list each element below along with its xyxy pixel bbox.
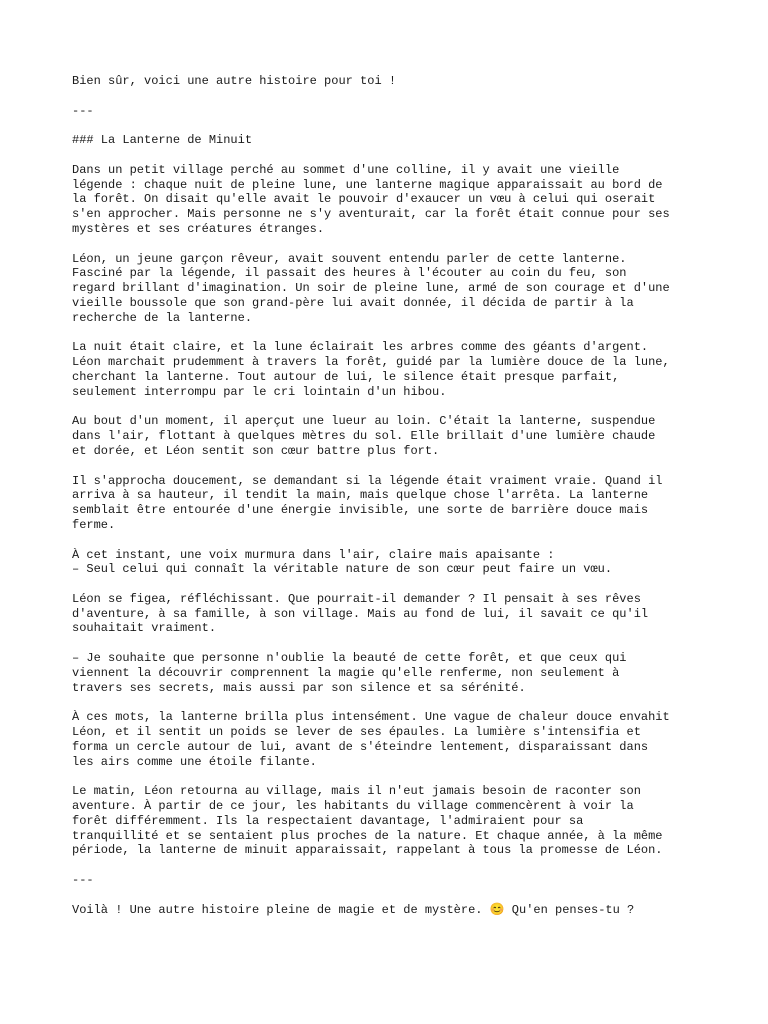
- text-line: dans l'air, flottant à quelques mètres du sol. Elle brillait d'une lumière chaude: [72, 429, 656, 444]
- paragraph: [72, 903, 712, 918]
- text-line: Au bout d'un moment, il aperçut une lueur au loin. C'était la lanterne, suspendue: [72, 414, 656, 429]
- paragraph: [72, 252, 712, 326]
- text-line: mystères et ses créatures étranges.: [72, 221, 325, 236]
- paragraph: [72, 340, 712, 399]
- text-line: s'en approcher. Mais personne ne s'y aventurait, car la forêt était connue pour ses: [72, 207, 670, 222]
- text-line: ---: [72, 103, 94, 118]
- text-line: ferme.: [72, 517, 116, 532]
- text-line: Bien sûr, voici une autre histoire pour toi !: [72, 74, 397, 88]
- paragraph: [72, 592, 712, 636]
- text-line: Léon, un jeune garçon rêveur, avait souvent entendu parler de cette lanterne.: [72, 251, 627, 266]
- paragraph: [72, 133, 712, 148]
- text-line: forêt différemment. Ils la respectaient davantage, l'admiraient pour sa: [72, 813, 584, 828]
- text-line: Léon, et il sentit un poids se lever de ses épaules. La lumière s'intensifia et: [72, 725, 641, 740]
- text-line: Dans un petit village perché au sommet d'une colline, il y avait une vieille: [72, 162, 620, 177]
- paragraph: [72, 784, 712, 858]
- text-line: et dorée, et Léon sentit son cœur battre plus fort.: [72, 443, 440, 458]
- paragraph: [72, 710, 712, 769]
- text-line: regard brillant d'imagination. Un soir de pleine lune, armé de son courage et d'une: [72, 281, 670, 296]
- text-line: les airs comme une étoile filante.: [72, 754, 317, 769]
- text-line: – Seul celui qui connaît la véritable nature de son cœur peut faire un vœu.: [72, 562, 613, 577]
- text-line: Voilà ! Une autre histoire pleine de magie et de mystère. 😊 Qu'en penses-tu ?: [72, 902, 635, 917]
- paragraph: [72, 163, 712, 237]
- text-line: d'aventure, à sa famille, à son village. Mais au fond de lui, il savait ce qu'il: [72, 606, 649, 621]
- paragraph: [72, 74, 712, 89]
- paragraph: [72, 548, 712, 578]
- paragraph: [72, 474, 712, 533]
- text-line: période, la lanterne de minuit apparaissait, rappelant à tous la promesse de Léon.: [72, 843, 663, 858]
- text-line: cherchant la lanterne. Tout autour de lui, le silence était presque parfait,: [72, 369, 620, 384]
- text-line: travers ses secrets, mais aussi par son silence et sa sérénité.: [72, 680, 526, 695]
- text-line: Léon se figea, réfléchissant. Que pourrait-il demander ? Il pensait à ses rêves: [72, 591, 641, 606]
- text-line: seulement interrompu par le cri lointain d'un hibou.: [72, 384, 447, 399]
- text-line: arriva à sa hauteur, il tendit la main, mais quelque chose l'arrêta. La lanterne: [72, 488, 649, 503]
- paragraph: [72, 651, 712, 695]
- text-line: souhaitait vraiment.: [72, 621, 217, 636]
- text-line: légende : chaque nuit de pleine lune, une lanterne magique apparaissait au bord de: [72, 177, 663, 192]
- paragraph: [72, 414, 712, 458]
- text-line: À cet instant, une voix murmura dans l'air, claire mais apaisante :: [72, 547, 555, 562]
- text-line: La nuit était claire, et la lune éclairait les arbres comme des géants d'argent.: [72, 340, 649, 355]
- text-line: ---: [72, 873, 94, 888]
- text-line: la forêt. On disait qu'elle avait le pouvoir d'exaucer un vœu à celui qui oserait: [72, 192, 656, 207]
- paragraph: [72, 873, 712, 888]
- text-line: forma un cercle autour de lui, avant de s'éteindre lentement, disparaissant dans: [72, 739, 649, 754]
- text-line: ### La Lanterne de Minuit: [72, 133, 253, 148]
- text-line: À ces mots, la lanterne brilla plus intensément. Une vague de chaleur douce envahit: [72, 710, 670, 725]
- text-line: semblait être entourée d'une énergie invisible, une sorte de barrière douce mais: [72, 503, 649, 518]
- text-line: tranquillité et se sentaient plus proches de la nature. Et chaque année, à la même: [72, 828, 663, 843]
- text-line: – Je souhaite que personne n'oublie la beauté de cette forêt, et que ceux qui: [72, 651, 627, 666]
- text-line: vieille boussole que son grand-père lui avait donnée, il décida de partir à la: [72, 295, 634, 310]
- text-line: viennent la découvrir comprennent la magie qu'elle renferme, non seulement à: [72, 665, 620, 680]
- document-body: [72, 74, 712, 932]
- text-line: aventure. À partir de ce jour, les habitants du village commencèrent à voir la: [72, 799, 634, 814]
- paragraph: [72, 104, 712, 119]
- text-line: Léon marchait prudemment à travers la forêt, guidé par la lumière douce de la lune,: [72, 355, 670, 370]
- text-line: recherche de la lanterne.: [72, 310, 253, 325]
- text-line: Le matin, Léon retourna au village, mais il n'eut jamais besoin de raconter son: [72, 784, 641, 799]
- text-line: Il s'approcha doucement, se demandant si la légende était vraiment vraie. Quand il: [72, 473, 663, 488]
- text-line: Fasciné par la légende, il passait des heures à l'écouter au coin du feu, son: [72, 266, 627, 281]
